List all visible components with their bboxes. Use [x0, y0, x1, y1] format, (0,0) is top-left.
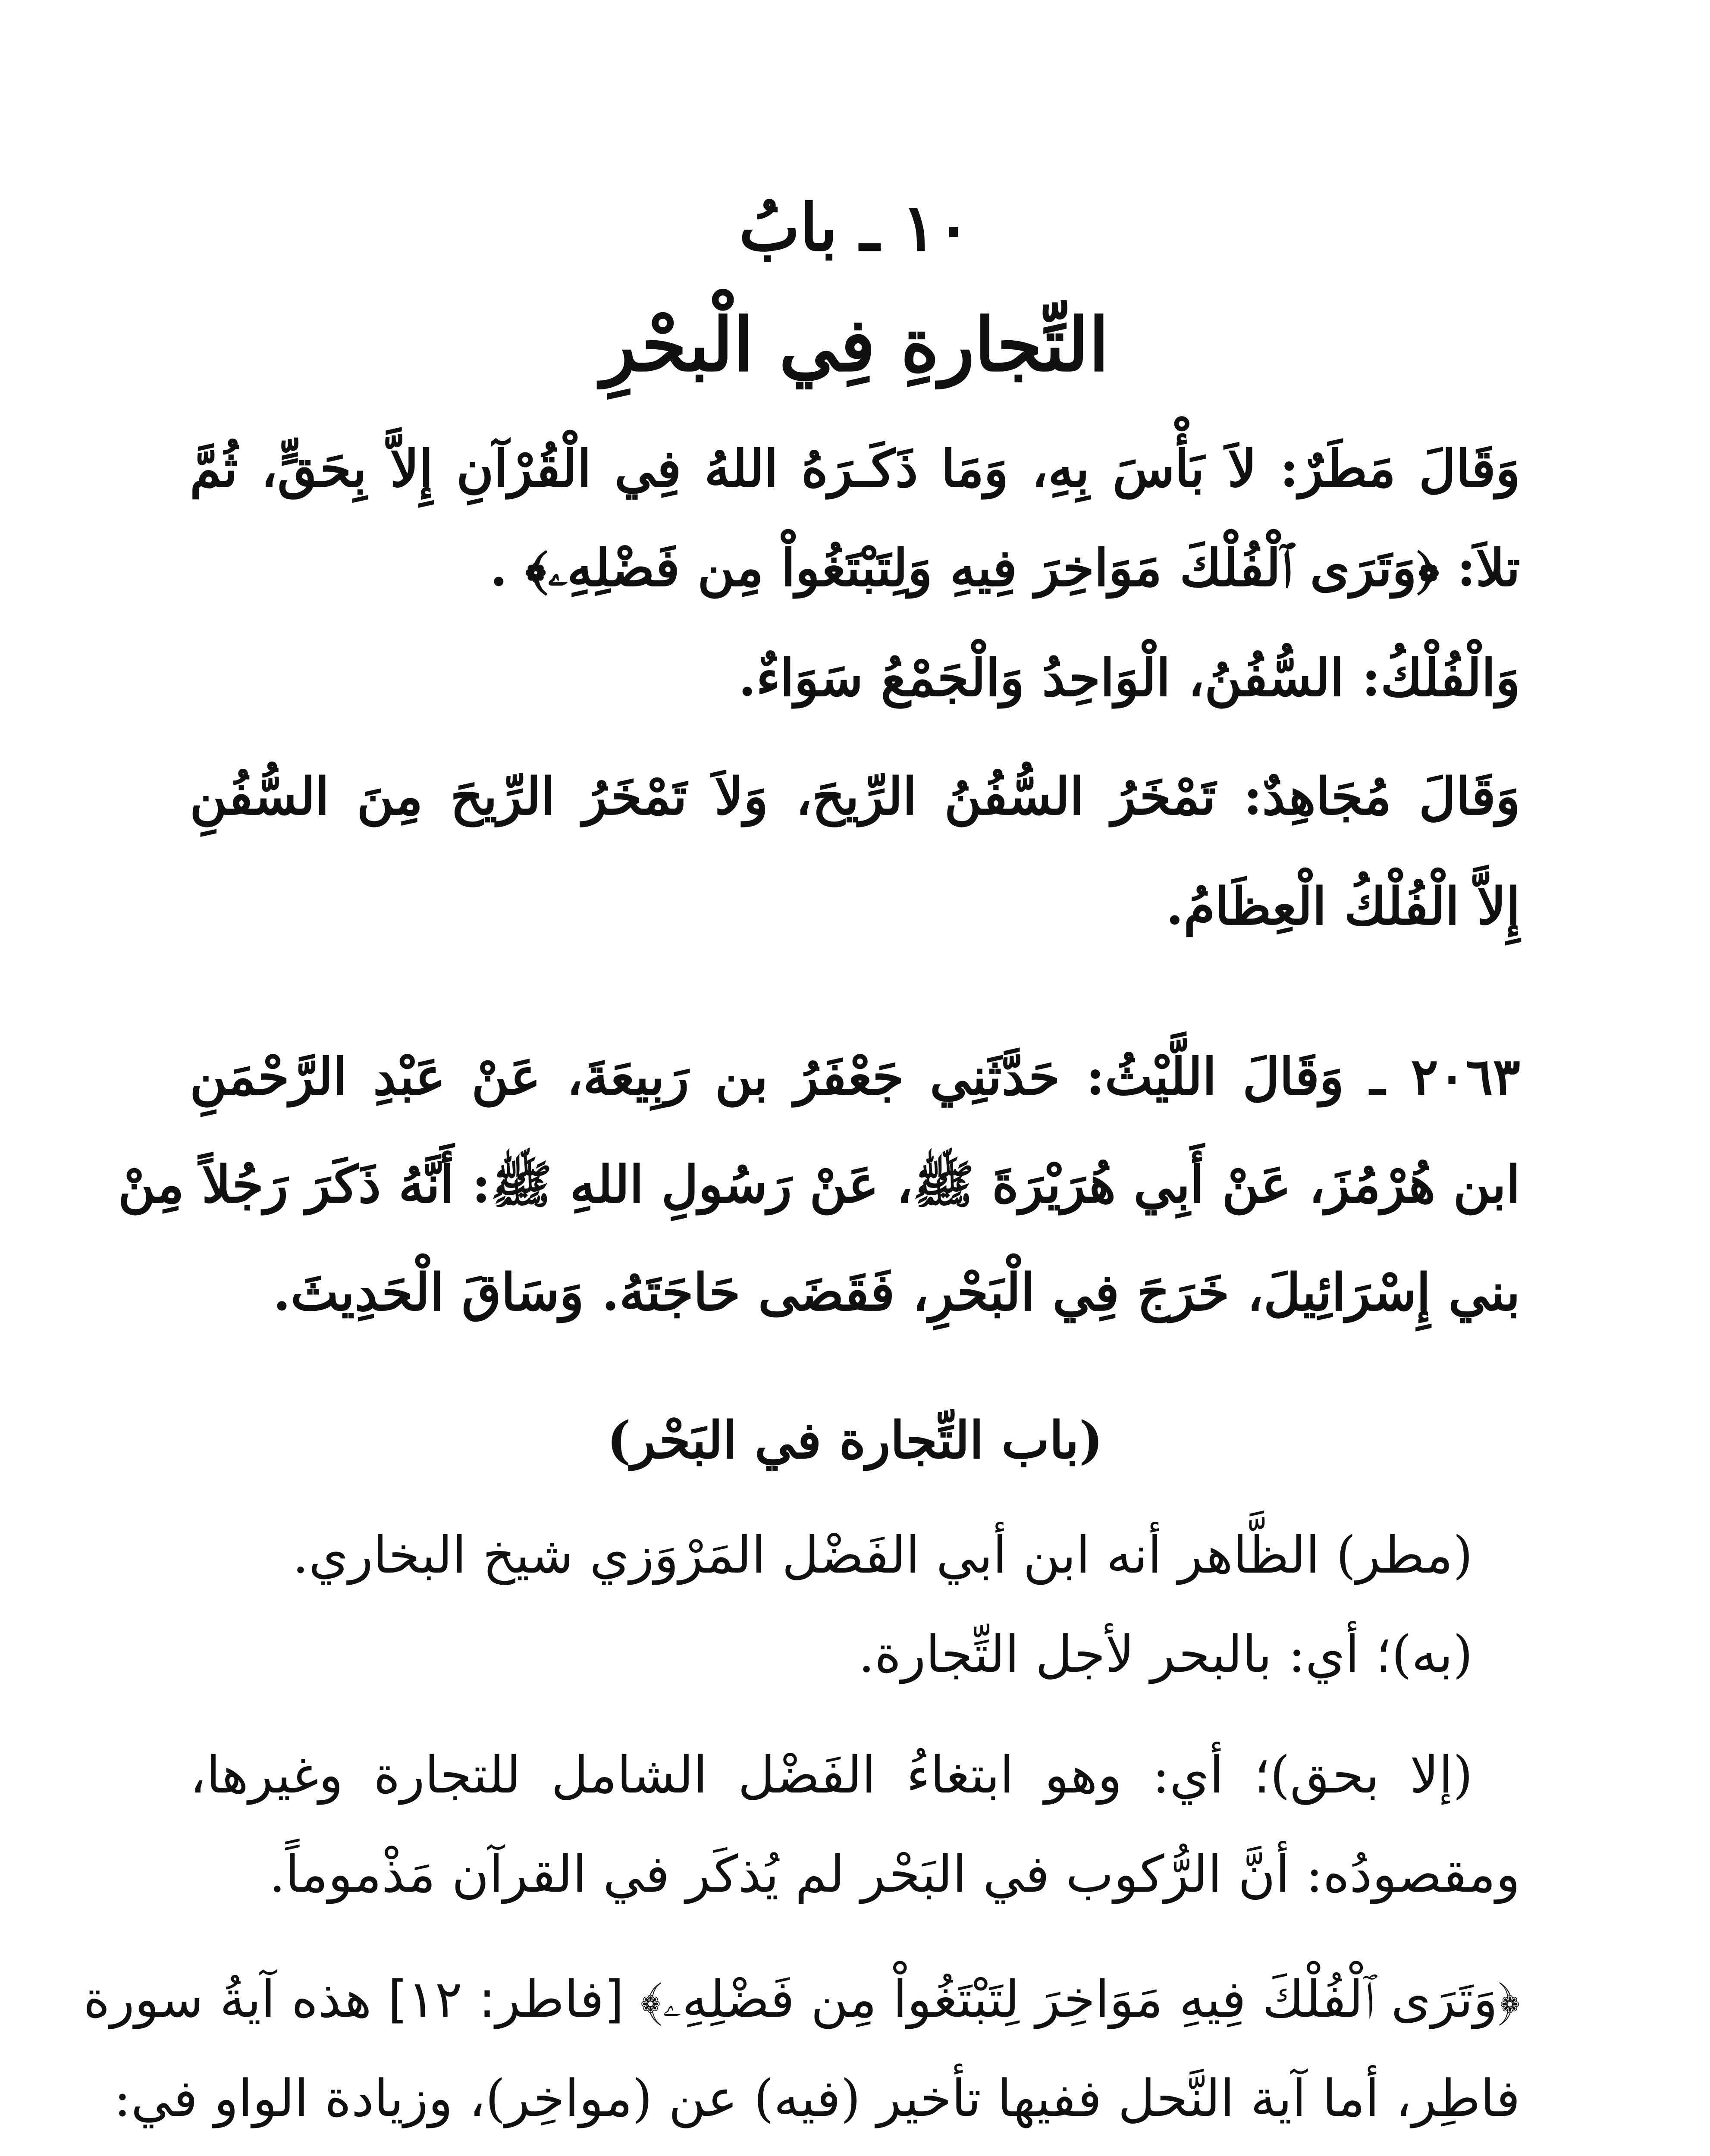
hadith-line: ابن هُرْمُزَ، عَنْ أَبِي هُرَيْرَةَ ﷺ، عَنْ رَسُولِ اللهِ ﷺ: أَنَّهُ ذَكَرَ رَجُلاً مِنْ [118, 1154, 1520, 1214]
intro-line: وَقَالَ مُجَاهِدٌ: تَمْخَرُ السُّفُنُ الرِّيحَ، وَلاَ تَمْخَرُ الرِّيحَ مِنَ السُّفُنِ [190, 766, 1520, 826]
commentary-line: فاطِر، أما آية النَّحل ففيها تأخير (فيه) عن (مواخِر)، وزيادة الواو في: [113, 2068, 1520, 2128]
intro-line: وَقَالَ مَطَرٌ: لاَ بَأْسَ بِهِ، وَمَا ذَكَـرَهُ اللهُ فِي الْقُرْآنِ إِلاَّ بِحَقٍّ، ثُمَّ [190, 439, 1520, 498]
commentary-line: (إلا بحق)؛ أي: وهو ابتغاءُ الفَضْل الشامل للتجارة وغيرها، [190, 1745, 1473, 1805]
chapter-number: ١٠ ـ بابُ [739, 190, 971, 266]
intro-line: تلاَ: ﴿وَتَرَى ٱلْفُلْكَ مَوَاخِرَ فِيهِ وَلِتَبْتَغُواْ مِن فَضْلِهِۦ﴾ . [489, 538, 1520, 598]
commentary-line: (به)؛ أي: بالبحر لأجل التِّجارة. [858, 1624, 1473, 1684]
commentary-line: ﴿وَتَرَى ٱلْفُلْكَ فِيهِ مَوَاخِرَ لِتَبْتَغُواْ مِن فَضْلِهِۦ﴾ [فاطر: ١٢] هذه آيةُ سورة [83, 1969, 1520, 2029]
hadith-line: بني إِسْرَائِيلَ، خَرَجَ فِي الْبَحْرِ، فَقَضَى حَاجَتَهُ. وَسَاقَ الْحَدِيثَ. [273, 1262, 1520, 1322]
commentary-line: (مطر) الظَّاهر أنه ابن أبي الفَضْل المَرْوَزي شيخ البخاري. [292, 1525, 1473, 1585]
chapter-title: التِّجارةِ فِي الْبحْرِ [601, 302, 1109, 388]
intro-line: إِلاَّ الْفُلْكُ الْعِظَامُ. [1166, 876, 1520, 936]
intro-line: وَالْفُلْكُ: السُّفُنُ، الْوَاحِدُ وَالْجَمْعُ سَوَاءٌ. [738, 648, 1520, 708]
hadith-line: ٢٠٦٣ ـ وَقَالَ اللَّيْثُ: حَدَّثَنِي جَعْفَرُ بن رَبِيعَةَ، عَنْ عَبْدِ الرَّحْمَنِ [190, 1047, 1520, 1106]
commentary-heading: (باب التِّجارة في البَحْر) [607, 1410, 1103, 1470]
commentary-line: ومقصودُه: أنَّ الرُّكوب في البَحْر لم يُذكَر في القرآن مَذْموماً. [269, 1844, 1520, 1904]
